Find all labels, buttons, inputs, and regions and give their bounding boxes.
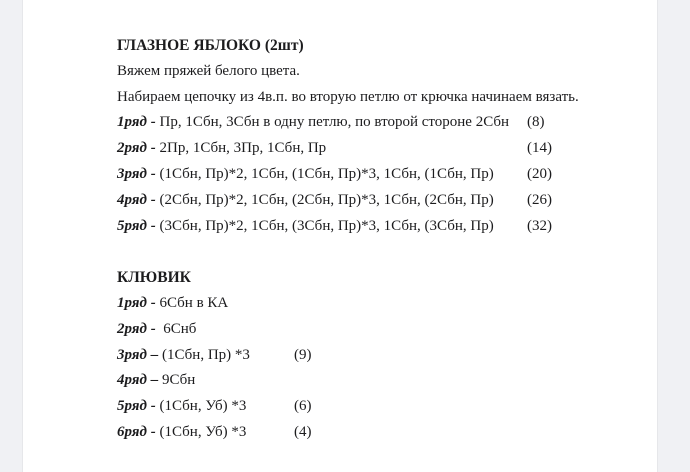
row-separator: - — [146, 294, 160, 311]
row-label: 2ряд — [117, 320, 147, 337]
pattern-row — [117, 291, 637, 317]
pattern-row — [117, 394, 637, 420]
section-eyeball — [117, 33, 637, 239]
row-text: 6Сбн в КА — [159, 294, 229, 311]
pattern-row — [117, 214, 637, 240]
row-separator: - — [146, 217, 160, 234]
row-label: 2ряд — [117, 140, 147, 157]
row-label: 5ряд — [117, 398, 147, 415]
row-text: (2Сбн, Пр)*2, 1Сбн, (2Сбн, Пр)*3, 1Сбн, (2Сбн, Пр) — [159, 191, 494, 208]
pattern-row — [117, 420, 637, 446]
section-title: КЛЮВИК — [117, 269, 191, 287]
row-text: (1Сбн, Уб) *3 — [159, 423, 247, 440]
intro-line: Вяжем пряжей белого цвета. — [117, 62, 300, 79]
row-separator: - — [146, 320, 164, 337]
row-separator: – — [146, 372, 162, 389]
row-label: 5ряд — [117, 217, 147, 234]
section-title: ГЛАЗНОЕ ЯБЛОКО (2шт) — [117, 37, 304, 54]
row-label: 3ряд — [117, 165, 147, 182]
row-count: (8) — [527, 114, 545, 131]
row-count: (14) — [527, 140, 552, 157]
pattern-row — [117, 368, 637, 394]
row-label: 6ряд — [117, 423, 147, 440]
row-count: (20) — [527, 165, 552, 182]
row-text: (1Сбн, Пр) *3 — [161, 346, 250, 363]
row-label: 4ряд — [117, 372, 147, 389]
pattern-row — [117, 162, 637, 188]
pattern-row — [117, 317, 637, 343]
row-count: (4) — [294, 423, 312, 440]
pattern-row — [117, 343, 637, 369]
row-text: (1Сбн, Пр)*2, 1Сбн, (1Сбн, Пр)*3, 1Сбн, (1Сбн, Пр) — [159, 165, 494, 182]
row-text: 2Пр, 1Сбн, 3Пр, 1Сбн, Пр — [159, 140, 327, 157]
row-text: (3Сбн, Пр)*2, 1Сбн, (3Сбн, Пр)*3, 1Сбн, (3Сбн, Пр) — [159, 217, 494, 234]
section-beak — [117, 265, 637, 446]
pattern-row — [117, 136, 637, 162]
row-separator: - — [146, 140, 160, 157]
row-separator: - — [146, 191, 160, 208]
pattern-row — [117, 188, 637, 214]
row-separator: – — [146, 346, 162, 363]
row-text: (1Сбн, Уб) *3 — [159, 398, 247, 415]
row-count: (32) — [527, 217, 552, 234]
row-separator: - — [146, 165, 160, 182]
document-page — [22, 0, 658, 472]
intro-line: Набираем цепочку из 4в.п. во вторую петлю от крючка начинаем вязать. — [117, 88, 579, 105]
document-content — [23, 0, 657, 446]
pattern-row — [117, 110, 637, 136]
row-label: 1ряд — [117, 114, 147, 131]
row-text: 9Сбн — [161, 372, 196, 389]
row-separator: - — [146, 114, 160, 131]
row-label: 4ряд — [117, 191, 147, 208]
row-count: (6) — [294, 398, 312, 415]
row-label: 3ряд — [117, 346, 147, 363]
row-count: (9) — [294, 346, 312, 363]
row-separator: - — [146, 423, 160, 440]
row-count: (26) — [527, 191, 552, 208]
row-text: Пр, 1Сбн, 3Сбн в одну петлю, по второй стороне 2Сбн — [159, 114, 510, 131]
row-separator: - — [146, 398, 160, 415]
row-text: 6Снб — [163, 320, 197, 337]
row-label: 1ряд — [117, 294, 147, 311]
